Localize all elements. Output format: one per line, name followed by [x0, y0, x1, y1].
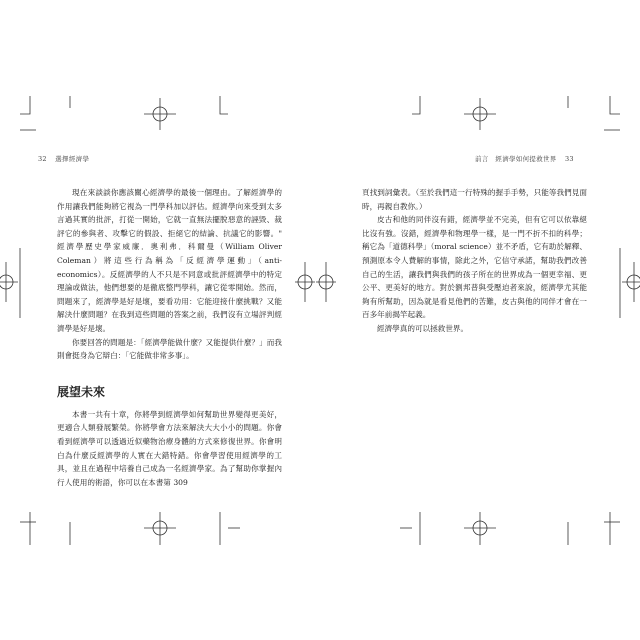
paragraph: 本書一共有十章，你將學到經濟學如何幫助世界變得更美好，更適合人類發展繁榮。你將學會方法來解決大大小小的問題。你會看到經濟學可以透過近似藥物治療身體的方式來修復世界。你會明白為什麼反經濟學的人實在大錯特錯。你會學習使用經濟學的工具，並且在過程中培養自己成為一名經濟學家。為了幫助你掌握內行人使用的術語，你可以在本書第 309 [57, 409, 282, 487]
running-header-left [38, 154, 89, 163]
page-number: 33 [564, 155, 574, 163]
running-header-right [475, 154, 574, 163]
paragraph: 頁找到詞彙表。（至於我們這一行特殊的握手手勢，只能等我們見面時，再親自教你。） [362, 188, 587, 211]
paragraph: 經濟學真的可以拯救世界。 [377, 323, 469, 333]
book-title: 選擇經濟學 [55, 155, 90, 163]
section-heading: 展望未來 [57, 384, 106, 399]
chapter-title: 前言 經濟學如何提救世界 [475, 155, 557, 163]
paragraph: 你要回答的問題是：「經濟學能做什麼？又能提供什麼？」而我則會挺身為它辯白：「它能做非常多事」。 [57, 337, 282, 361]
left-page-body [57, 186, 282, 489]
paragraph: 現在來談談你應該關心經濟學的最後一個理由。了解經濟學的作用讓我們能夠將它視為一門學科加以評估。經濟學向來受到太多言過其實的批評，打從一開始，它就一直無法擺脫惡意的誣毀、裁評它的參與者、攻擊它的假設、拒絕它的結論、抗議它的影響。" 經濟學歷史學家威廉．奧利弗．科爾曼（William Oliver Coleman）將這些行為稱為「反經濟學運動」（anti-economics）。反經濟學的人不只是不同意或批評經濟學中的特定理論或做法，他們想要的是徹底整門學科，讓它從零開始。然而，問題來了，經濟學是好是壞，要看功用：它能迎接什麼挑戰？又能解決什麼問題？在我到這些問題的答案之前，我們沒有立場評判經濟學是好是壞。 [57, 188, 282, 333]
right-page-body [362, 186, 587, 336]
page-number: 32 [38, 155, 47, 163]
paragraph: 皮古和他的同伴沒有錯，經濟學並不完美，但有它可以依靠絕比沒有強。沒錯，經濟學和物理學一樣，是一門不折不扣的科學；稱它為「道德科學」（moral science）並不矛盾，它有助於解釋、預測原本令人費解的事情，除此之外，它信守承諾，幫助我們改善自己的生活，讓我們與我們的孩子所在的世界成為一個更幸福、更公平、更美好的地方。對於劉邦普與受壓迫者來說，經濟學尤其能夠有所幫助，因為就是看見他們的苦難，皮古與他的同伴才會在一百多年前揭竿起義。 [362, 215, 587, 320]
